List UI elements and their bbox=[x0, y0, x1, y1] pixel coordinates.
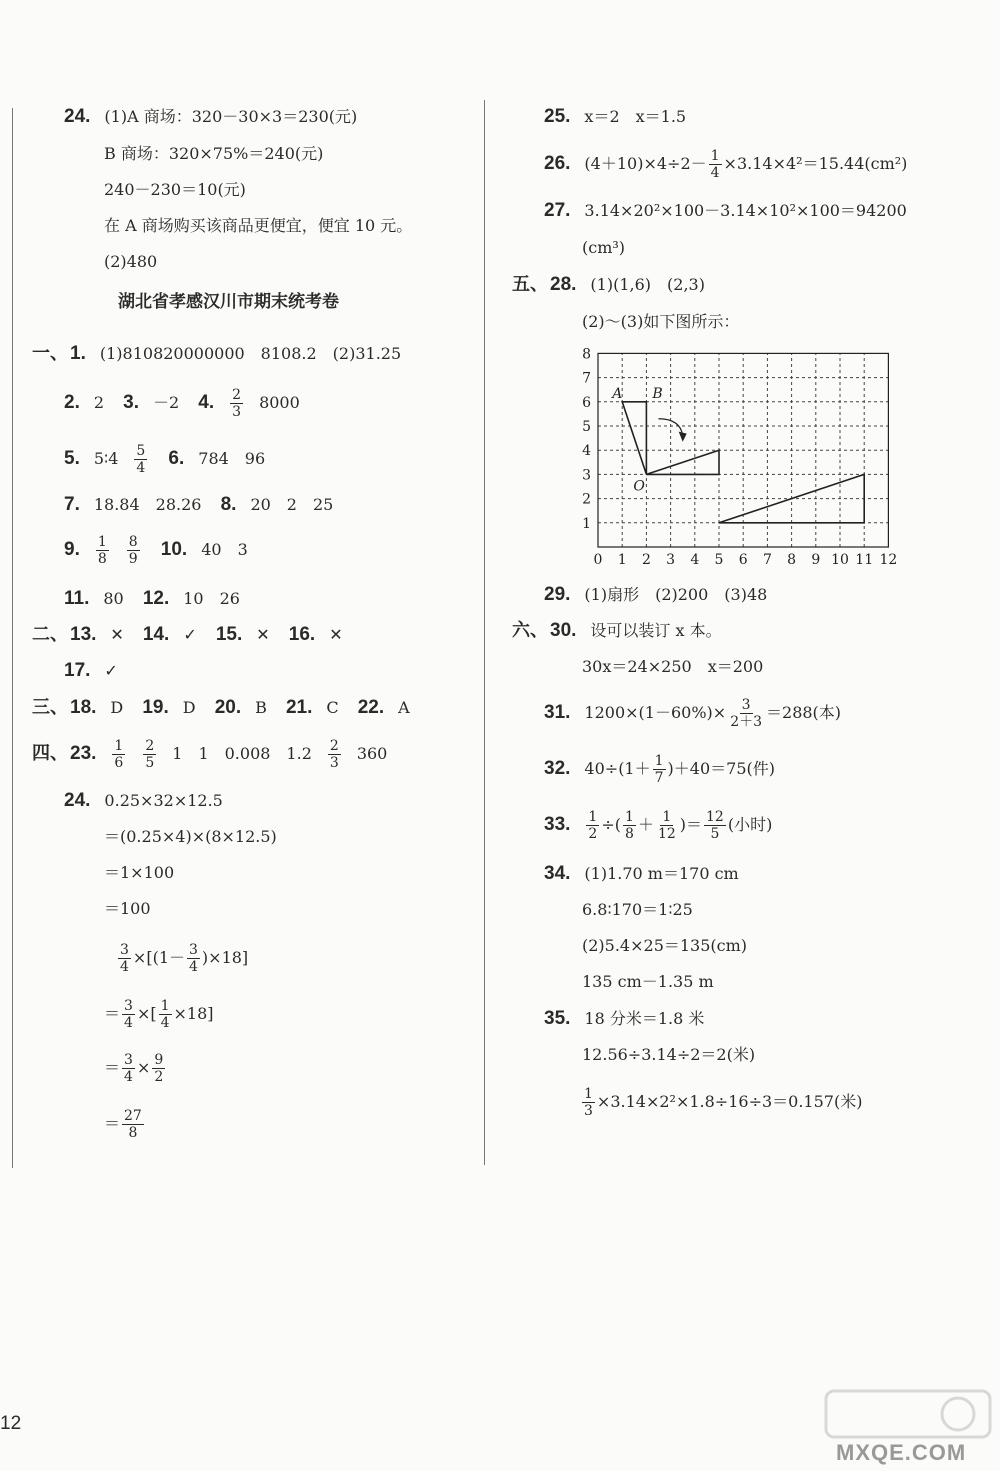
calc-line3: ＝ $\frac{3}{4}$ × $\frac{9}{2}$ bbox=[104, 1052, 164, 1085]
original-triangle bbox=[622, 402, 646, 475]
q34-line2: 6.8∶170＝1∶25 bbox=[582, 900, 693, 919]
point-label: A bbox=[612, 385, 623, 402]
q29-line: 29. (1)扇形 (2)200 (3)48 bbox=[544, 584, 768, 605]
q23-line: 四、 23. $\frac{1}{6}$ $\frac{2}{5}$ 1 1 0.008 1.2 $\frac{2}{3}$ 360 bbox=[32, 738, 388, 771]
q25-line: 25. x＝2 x＝1.5 bbox=[544, 106, 687, 127]
calc-line4: ＝ $\frac{27}{8}$ bbox=[104, 1108, 142, 1141]
q27-cont: (cm³) bbox=[582, 238, 626, 257]
q30-line2: 30x＝24×250 x＝200 bbox=[582, 657, 764, 676]
q35-line3: $\frac{1}{3}$ ×3.14×2²×1.8÷16÷3＝0.157(米) bbox=[584, 1086, 863, 1119]
q24a-line3: 240－230＝10(元) bbox=[104, 180, 246, 199]
q34-line4: 135 cm－1.35 m bbox=[582, 972, 714, 991]
y-tick-label: 4 bbox=[582, 443, 591, 460]
watermark-text: MXQE.COM bbox=[836, 1440, 967, 1465]
q35-line1: 35. 18 分米＝1.8 米 bbox=[544, 1008, 705, 1029]
q13-q16-line: 二、 13. ✕ 14. ✓ 15. ✕ 16. ✕ bbox=[32, 624, 343, 645]
rotated-triangle bbox=[646, 450, 719, 474]
x-tick-label: 11 bbox=[855, 552, 874, 568]
x-tick-label: 1 bbox=[617, 552, 627, 568]
q33-line: 33. $\frac{1}{2}$ ÷( $\frac{1}{8}$ ＋ $\frac{1}{12}$ )＝ $\frac{12}{5}$ (小时) bbox=[544, 809, 773, 842]
x-tick-label: 9 bbox=[811, 552, 821, 568]
q7-q8-line: 7. 18.84 28.26 8. 20 2 25 bbox=[64, 494, 334, 515]
q5-q6-line: 5. 5∶4 $\frac{5}{4}$ 6. 784 96 bbox=[64, 443, 266, 476]
point-label: O bbox=[633, 478, 645, 495]
q24a-line5: (2)480 bbox=[104, 252, 158, 271]
q24a-line1: 24. (1)A 商场：320－30×3＝230(元) bbox=[64, 106, 358, 127]
q27-line: 27. 3.14×20²×100－3.14×10²×100＝94200 bbox=[544, 200, 907, 221]
x-tick-label: 7 bbox=[762, 552, 772, 568]
x-tick-label: 6 bbox=[738, 552, 748, 568]
q24b-line4: ＝100 bbox=[104, 899, 151, 918]
left-margin-rule bbox=[12, 108, 13, 1168]
x-tick-label: 3 bbox=[666, 552, 676, 568]
q1-line: 一、 1. (1)810820000000 8108.2 (2)31.25 bbox=[32, 343, 402, 364]
q34-line3: (2)5.4×25＝135(cm) bbox=[582, 936, 748, 955]
question-number: 24. bbox=[64, 106, 91, 127]
q28-line2: (2)～(3)如下图所示： bbox=[582, 312, 740, 331]
x-tick-label: 8 bbox=[787, 552, 797, 568]
y-tick-label: 2 bbox=[582, 491, 591, 508]
calc-line2: ＝ $\frac{3}{4}$ ×[ $\frac{1}{4}$ ×18] bbox=[104, 998, 214, 1031]
q24b-line1: 24. 0.25×32×12.5 bbox=[64, 790, 223, 811]
q24a-line2: B 商场：320×75%＝240(元) bbox=[104, 144, 324, 163]
q34-line1: 34. (1)1.70 m＝170 cm bbox=[544, 863, 739, 884]
exam-heading: 湖北省孝感汉川市期末统考卷 bbox=[118, 292, 339, 312]
q35-line2: 12.56÷3.14÷2＝2(米) bbox=[582, 1045, 756, 1064]
y-tick-label: 5 bbox=[582, 419, 591, 435]
q17-line: 17. ✓ bbox=[64, 660, 118, 681]
rotation-arrow bbox=[659, 419, 683, 436]
x-tick-label: 0 bbox=[593, 552, 603, 568]
q30-line: 六、 30. 设可以装订 x 本。 bbox=[512, 620, 722, 641]
y-tick-label: 8 bbox=[582, 346, 591, 363]
calc-line1: $\frac{3}{4}$ ×[(1－ $\frac{3}{4}$ )×18] bbox=[120, 942, 249, 975]
q31-line: 31. 1200×(1－60%)× $\frac{3}{2+3}$ ＝288(本) bbox=[544, 697, 842, 730]
q24b-line3: ＝1×100 bbox=[104, 863, 175, 882]
q26-line: 26. (4＋10)×4÷2－ $\frac{1}{4}$ ×3.14×4²＝15.44(cm²) bbox=[544, 148, 908, 181]
y-tick-label: 6 bbox=[582, 394, 591, 411]
q32-line: 32. 40÷(1＋ $\frac{1}{7}$ )＋40＝75(件) bbox=[544, 753, 775, 786]
x-tick-label: 5 bbox=[714, 552, 724, 568]
column-divider bbox=[484, 100, 485, 1165]
q2-q4-line: 2. 2 3. －2 4. $\frac{2}{3}$ 8000 bbox=[64, 387, 300, 420]
q28-line: 五、 28. (1)(1,6) (2,3) bbox=[512, 274, 705, 295]
y-tick-label: 3 bbox=[582, 467, 591, 484]
point-label: B bbox=[652, 385, 663, 402]
coordinate-grid-diagram bbox=[572, 344, 912, 569]
rotation-arrowhead bbox=[679, 432, 687, 442]
x-tick-label: 12 bbox=[879, 552, 898, 568]
y-tick-label: 1 bbox=[582, 515, 591, 532]
q11-q12-line: 11. 80 12. 10 26 bbox=[64, 588, 240, 609]
x-tick-label: 10 bbox=[831, 552, 849, 568]
q24b-line2: ＝(0.25×4)×(8×12.5) bbox=[104, 827, 277, 846]
x-tick-label: 4 bbox=[690, 552, 700, 568]
y-tick-label: 7 bbox=[582, 370, 591, 387]
page-number: 12 bbox=[0, 1413, 22, 1434]
q9-q10-line: 9. $\frac{1}{8}$ $\frac{8}{9}$ 10. 40 3 bbox=[64, 534, 248, 567]
q24a-line4: 在 A 商场购买该商品更便宜，便宜 10 元。 bbox=[104, 216, 413, 235]
x-tick-label: 2 bbox=[641, 552, 651, 568]
q18-q22-line: 三、 18. D 19. D 20. B 21. C 22. A bbox=[32, 697, 410, 718]
